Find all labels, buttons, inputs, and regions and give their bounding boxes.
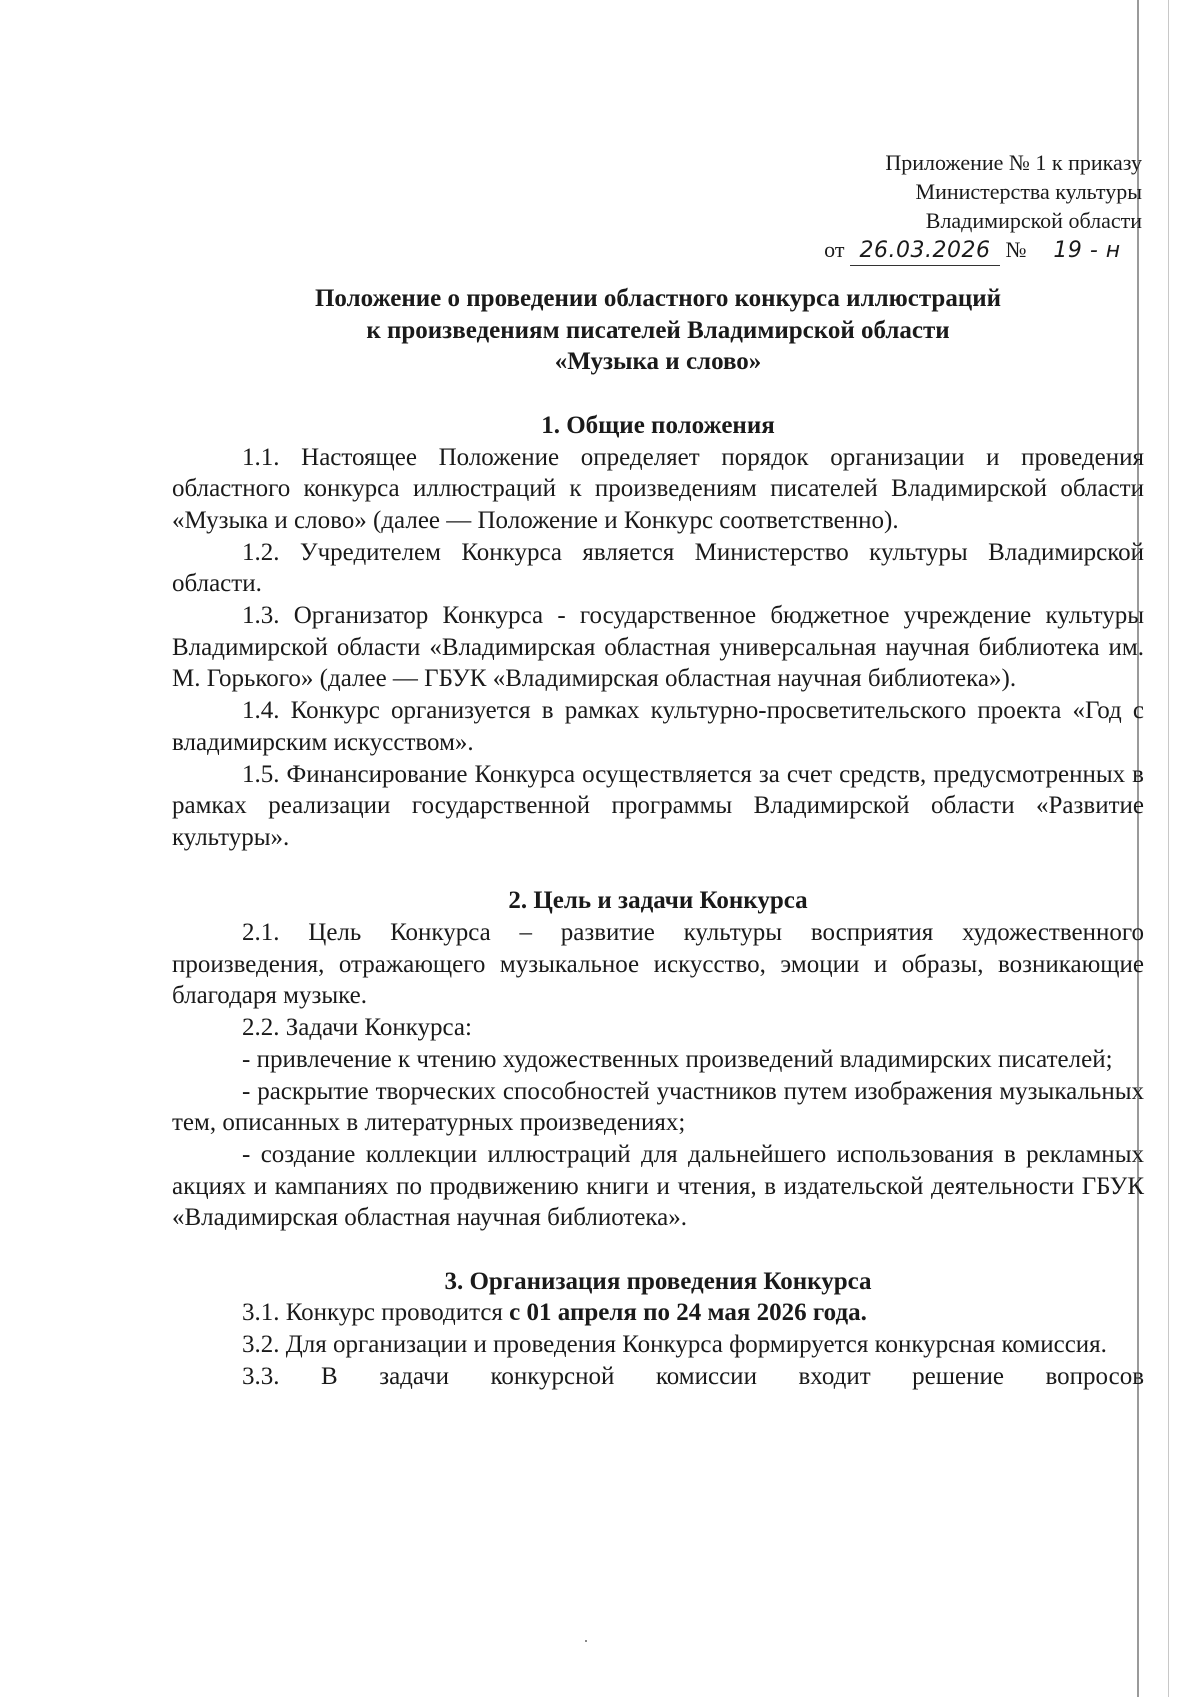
title-line-1: Положение о проведении областного конкурса иллюстраций <box>314 285 1002 312</box>
paragraph-1-4: 1.4. Конкурс организуется в рамках культурно-просветительского проекта «Год с владимирским искусством». <box>172 697 1144 756</box>
appendix-line-1: Приложение № 1 к приказу <box>885 150 1142 175</box>
paragraph-3-3: 3.3. В задачи конкурсной комиссии входит решение вопросов <box>242 1362 1144 1390</box>
title-line-3: «Музыка и слово» <box>554 348 762 376</box>
task-item-1: - привлечение к чтению художественных произведений владимирских писателей; <box>242 1045 1113 1073</box>
task-item-2: - раскрытие творческих способностей участников путем изображения музыкальных тем, описанных в литературных произведениях; <box>172 1077 1144 1137</box>
task-item-3: - создание коллекции иллюстраций для дальнейшего использования в рекламных акциях и кампаниях по продвижению книги и чтения, в издательской деятельности ГБУК «Владимирская областная научная библиотека». <box>172 1140 1144 1232</box>
paragraph-3-2: 3.2. Для организации и проведения Конкурса формируется конкурсная комиссия. <box>242 1331 1107 1359</box>
paragraph-3-1-text: 3.1. Конкурс проводится <box>242 1299 510 1327</box>
section-3-heading: 3. Организация проведения Конкурса <box>444 1267 872 1295</box>
paragraph-2-1: 2.1. Цель Конкурса – развитие культуры восприятия художественного произведения, отражающего музыкальное искусство, эмоции и образы, возникающие благодаря музыке. <box>172 919 1144 1010</box>
paragraph-1-1: 1.1. Настоящее Положение определяет порядок организации и проведения областного конкурса иллюстраций к произведениям писателей Владимирской области «Музыка и слово» (далее — Положение и Конкурс соответственно). <box>172 443 1144 534</box>
paragraph-1-5: 1.5. Финансирование Конкурса осуществляется за счет средств, предусмотренных в рамках реализации государственной программы Владимирской области «Развитие культуры». <box>172 760 1144 851</box>
number-sign: № <box>1005 237 1027 262</box>
paragraph-3-1 <box>172 1297 1144 1329</box>
scan-edge-line-secondary <box>1168 0 1169 1697</box>
section-2-heading: 2. Цель и задачи Конкурса <box>508 887 808 915</box>
contest-dates: с 01 апреля по 24 мая 2026 года. <box>509 1299 867 1327</box>
order-date-number-line <box>824 235 1142 266</box>
handwritten-date: 26.03.2026 <box>850 236 1000 266</box>
document-title <box>172 283 1144 378</box>
appendix-block <box>824 148 1142 266</box>
date-prefix: от <box>824 237 845 262</box>
paragraph-1-2: 1.2. Учредителем Конкурса является Министерство культуры Владимирской области. <box>172 538 1144 598</box>
document-body <box>172 283 1144 1393</box>
title-line-2: к произведениям писателей Владимирской области <box>366 316 950 344</box>
handwritten-order-number: 19 - н <box>1053 238 1121 263</box>
scan-artifact-dot <box>585 1640 587 1642</box>
appendix-line-3: Владимирской области <box>925 208 1142 233</box>
appendix-line-2: Министерства культуры <box>915 179 1142 204</box>
section-1-heading: 1. Общие положения <box>541 411 775 439</box>
paragraph-1-3: 1.3. Организатор Конкурса - государственное бюджетное учреждение культуры Владимирской области «Владимирская областная универсальная научная библиотека им. М. Горького» (далее — ГБУК «Владимирская областная научная библиотека»). <box>172 602 1144 693</box>
paragraph-2-2: 2.2. Задачи Конкурса: <box>242 1014 472 1042</box>
